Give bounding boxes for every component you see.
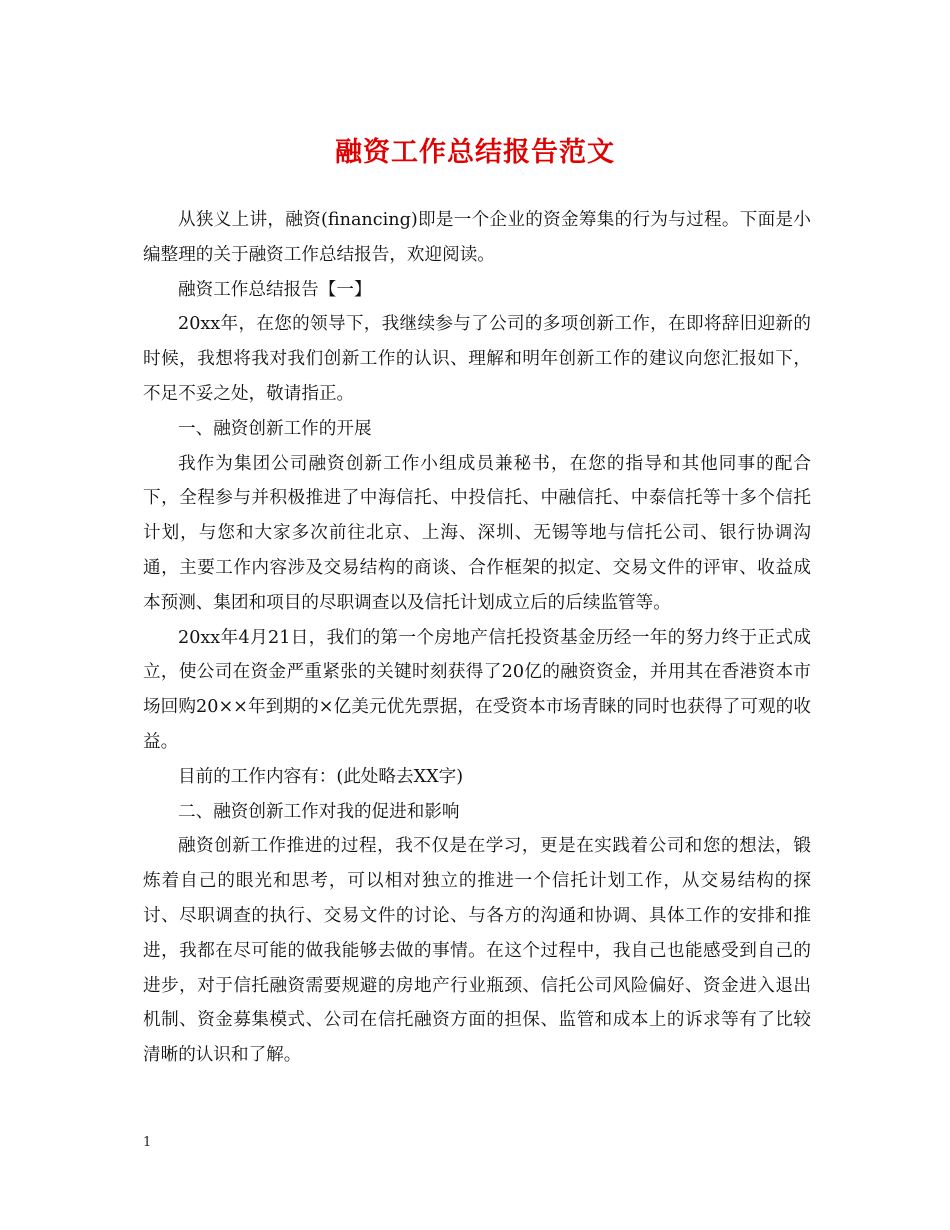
document-title: 融资工作总结报告范文	[335, 137, 615, 168]
page-number: 1	[143, 1135, 152, 1150]
paragraph: 我作为集团公司融资创新工作小组成员兼秘书，在您的指导和其他同事的配合下，全程参与并积极推进了中海信托、中投信托、中融信托、中泰信托等十多个信托计划，与您和大家多次前往北京、上海、深圳、无锡等地与信托公司、银行协调沟通，主要工作内容涉及交易结构的商谈、合作框架的拟定、交易文件的评审、收益成本预测、集团和项目的尽职调查以及信托计划成立后的后续监管等。	[143, 453, 811, 613]
section-heading-report-one: 融资工作总结报告【一】	[178, 279, 372, 300]
section-heading-2: 二、融资创新工作对我的促进和影响	[178, 801, 460, 822]
paragraph: 20xx年，在您的领导下，我继续参与了公司的多项创新工作，在即将辞旧迎新的时候，我想将我对我们创新工作的认识、理解和明年创新工作的建议向您汇报如下，不足不妥之处，敬请指正。	[143, 314, 811, 404]
paragraph: 融资创新工作推进的过程，我不仅是在学习，更是在实践着公司和您的想法，锻炼着自己的眼光和思考，可以相对独立的推进一个信托计划工作，从交易结构的探讨、尽职调查的执行、交易文件的讨论、与各方的沟通和协调、具体工作的安排和推进，我都在尽可能的做我能够去做的事情。在这个过程中，我自己也能感受到自己的进步，对于信托融资需要规避的房地产行业瓶颈、信托公司风险偏好、资金进入退出机制、资金募集模式、公司在信托融资方面的担保、监管和成本上的诉求等有了比较清晰的认识和了解。	[143, 836, 811, 1066]
section-heading-1: 一、融资创新工作的开展	[178, 418, 372, 439]
paragraph: 目前的工作内容有：(此处略去XX字)	[178, 766, 464, 787]
paragraph: 20xx年4月21日，我们的第一个房地产信托投资基金历经一年的努力终于正式成立，使公司在资金严重紧张的关键时刻获得了20亿的融资资金，并用其在香港资本市场回购20××年到期的×亿美元优先票据，在受资本市场青睐的同时也获得了可观的收益。	[143, 627, 811, 752]
paragraph-intro: 从狭义上讲，融资(financing)即是一个企业的资金筹集的行为与过程。下面是小编整理的关于融资工作总结报告，欢迎阅读。	[143, 210, 811, 265]
document-body	[143, 203, 811, 1073]
